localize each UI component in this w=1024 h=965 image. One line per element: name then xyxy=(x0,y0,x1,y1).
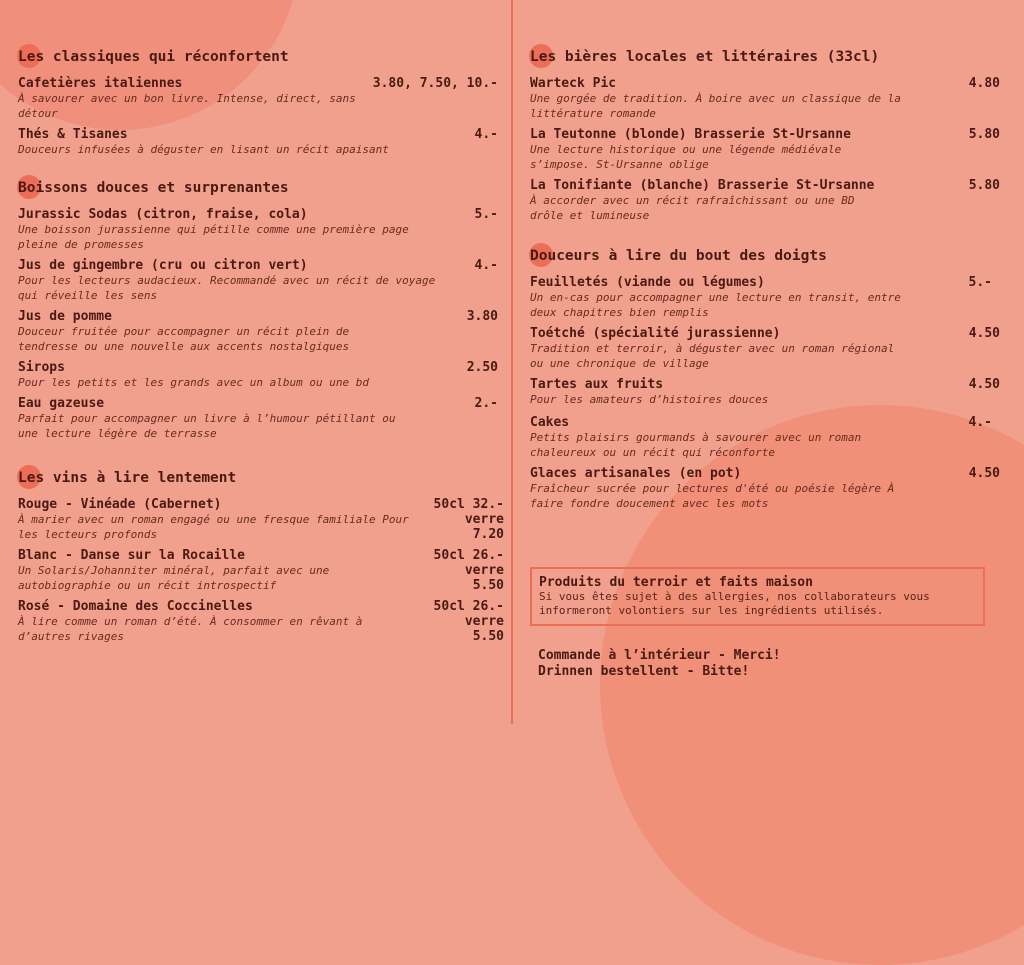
menu-item xyxy=(18,309,498,354)
item-name: Tartes aux fruits xyxy=(530,377,664,392)
section-boissons xyxy=(18,179,498,447)
item-description: Douceur fruitée pour accompagner un récit plein de tendresse ou une nouvelle aux accents nostalgiques xyxy=(18,325,350,353)
item-price: 4.80 xyxy=(968,76,1000,91)
menu-item xyxy=(530,76,1000,121)
item-name: Glaces artisanales (en pot) xyxy=(530,466,742,481)
menu-item xyxy=(530,178,1000,223)
item-description: À lire comme un roman d’été. À consommer en rêvant à d’autres rivages xyxy=(18,615,363,643)
item-name: Rouge - Vinéade (Cabernet) xyxy=(18,497,222,512)
item-price: 2.- xyxy=(474,396,498,411)
item-name: Warteck Pic xyxy=(530,76,617,91)
section-classiques xyxy=(18,48,498,163)
item-name: Cakes xyxy=(530,415,570,430)
order-notice-fr: Commande à l’intérieur - Merci! xyxy=(538,648,781,663)
item-price: 5.80 xyxy=(968,178,1000,193)
item-name: Sirops xyxy=(18,360,65,375)
section-heading: Les classiques qui réconfortent xyxy=(18,48,498,66)
item-price: 3.80 xyxy=(466,309,498,324)
price-glass: verre 5.50 xyxy=(464,563,504,593)
item-description: Pour les lecteurs audacieux. Recommandé avec un récit de voyage qui réveille les sens xyxy=(18,274,436,302)
menu-item xyxy=(18,396,498,441)
item-price: 4.50 xyxy=(968,326,1000,341)
menu-item xyxy=(18,258,498,303)
item-description: Une boisson jurassienne qui pétille comme une première page pleine de promesses xyxy=(18,223,409,251)
item-price: 4.50 xyxy=(968,466,1000,481)
item-price: 3.80, 7.50, 10.- xyxy=(372,76,498,91)
item-name: Jus de pomme xyxy=(18,309,112,324)
item-price: 5.- xyxy=(474,207,498,222)
item-price: 4.- xyxy=(474,258,498,273)
item-name: Cafetières italiennes xyxy=(18,76,183,91)
item-price: 4.- xyxy=(474,127,498,142)
menu-item xyxy=(18,548,504,593)
item-price xyxy=(431,497,504,542)
menu-item xyxy=(530,127,1000,172)
item-description: Une lecture historique ou une légende médiévale s’impose. St-Ursanne oblige xyxy=(530,143,842,171)
menu-item xyxy=(18,127,498,157)
item-description: À accorder avec un récit rafraîchissant ou une BD drôle et lumineuse xyxy=(530,194,855,222)
item-name: Eau gazeuse xyxy=(18,396,105,411)
item-name: Rosé - Domaine des Coccinelles xyxy=(18,599,253,614)
section-heading: Douceurs à lire du bout des doigts xyxy=(530,247,1000,265)
notice-title: Produits du terroir et faits maison xyxy=(539,575,813,590)
section-douceurs xyxy=(530,247,1000,517)
item-description: Pour les amateurs d’histoires douces xyxy=(530,393,769,406)
item-name: Feuilletés (viande ou légumes) xyxy=(530,275,765,290)
menu-item xyxy=(18,599,504,644)
order-notice xyxy=(538,648,781,680)
item-description: Un en-cas pour accompagner une lecture en transit, entre deux chapitres bien remplis xyxy=(530,291,901,319)
item-description: Fraîcheur sucrée pour lectures d'été ou poésie légère À faire fondre doucement avec les mots xyxy=(530,482,895,510)
item-name: Thés & Tisanes xyxy=(18,127,128,142)
item-price: 5.- xyxy=(968,275,992,290)
notice-box xyxy=(530,567,985,626)
section-heading: Les bières locales et littéraires (33cl) xyxy=(530,48,1000,66)
item-price: 5.80 xyxy=(968,127,1000,142)
item-description: Douceurs infusées à déguster en lisant un récit apaisant xyxy=(18,143,389,156)
menu-item xyxy=(18,360,498,390)
item-description: Une gorgée de tradition. À boire avec un classique de la littérature romande xyxy=(530,92,901,120)
item-name: Jus de gingembre (cru ou citron vert) xyxy=(18,258,308,273)
item-price: 4.50 xyxy=(968,377,1000,392)
item-description: Petits plaisirs gourmands à savourer avec un roman chaleureux ou un récit qui réconforte xyxy=(530,431,862,459)
item-price: 2.50 xyxy=(466,360,498,375)
menu-item xyxy=(18,76,498,121)
item-price xyxy=(431,599,504,644)
item-name: La Teutonne (blonde) Brasserie St-Ursanne xyxy=(530,127,851,142)
menu-item xyxy=(530,326,1000,371)
item-description: Tradition et terroir, à déguster avec un roman régional ou une chronique de village xyxy=(530,342,895,370)
price-bottle: 50cl 26.- xyxy=(433,599,504,614)
item-description: À marier avec un roman engagé ou une fresque familiale Pour les lecteurs profonds xyxy=(18,513,409,541)
item-name: Blanc - Danse sur la Rocaille xyxy=(18,548,245,563)
price-glass: verre 5.50 xyxy=(464,614,504,644)
item-description: À savourer avec un bon livre. Intense, direct, sans détour xyxy=(18,92,356,120)
section-vins xyxy=(18,469,504,650)
price-glass: verre 7.20 xyxy=(464,512,504,542)
section-bieres xyxy=(530,48,1000,229)
item-name: Toétché (spécialité jurassienne) xyxy=(530,326,781,341)
item-name: Jurassic Sodas (citron, fraise, cola) xyxy=(18,207,308,222)
item-description: Un Solaris/Johanniter minéral, parfait avec une autobiographie ou un récit introspectif xyxy=(18,564,330,592)
section-heading: Boissons douces et surprenantes xyxy=(18,179,498,197)
item-price: 4.- xyxy=(968,415,992,430)
menu-item xyxy=(18,207,498,252)
menu-item xyxy=(530,466,1000,511)
price-bottle: 50cl 26.- xyxy=(433,548,504,563)
menu-item xyxy=(530,275,1000,320)
page-divider xyxy=(511,0,513,724)
section-heading: Les vins à lire lentement xyxy=(18,469,498,487)
menu-item xyxy=(530,415,1000,460)
menu-item xyxy=(18,497,504,542)
order-notice-de: Drinnen bestellent - Bitte! xyxy=(538,664,750,679)
menu-item xyxy=(530,377,1000,407)
item-description: Pour les petits et les grands avec un album ou une bd xyxy=(18,376,369,389)
price-bottle: 50cl 32.- xyxy=(433,497,504,512)
item-description: Parfait pour accompagner un livre à l’humour pétillant ou une lecture légère de terrasse xyxy=(18,412,396,440)
notice-text: Si vous êtes sujet à des allergies, nos collaborateurs vous informeront volontiers sur les ingrédients utilisés. xyxy=(539,590,930,617)
item-name: La Tonifiante (blanche) Brasserie St-Ursanne xyxy=(530,178,875,193)
item-price xyxy=(431,548,504,593)
